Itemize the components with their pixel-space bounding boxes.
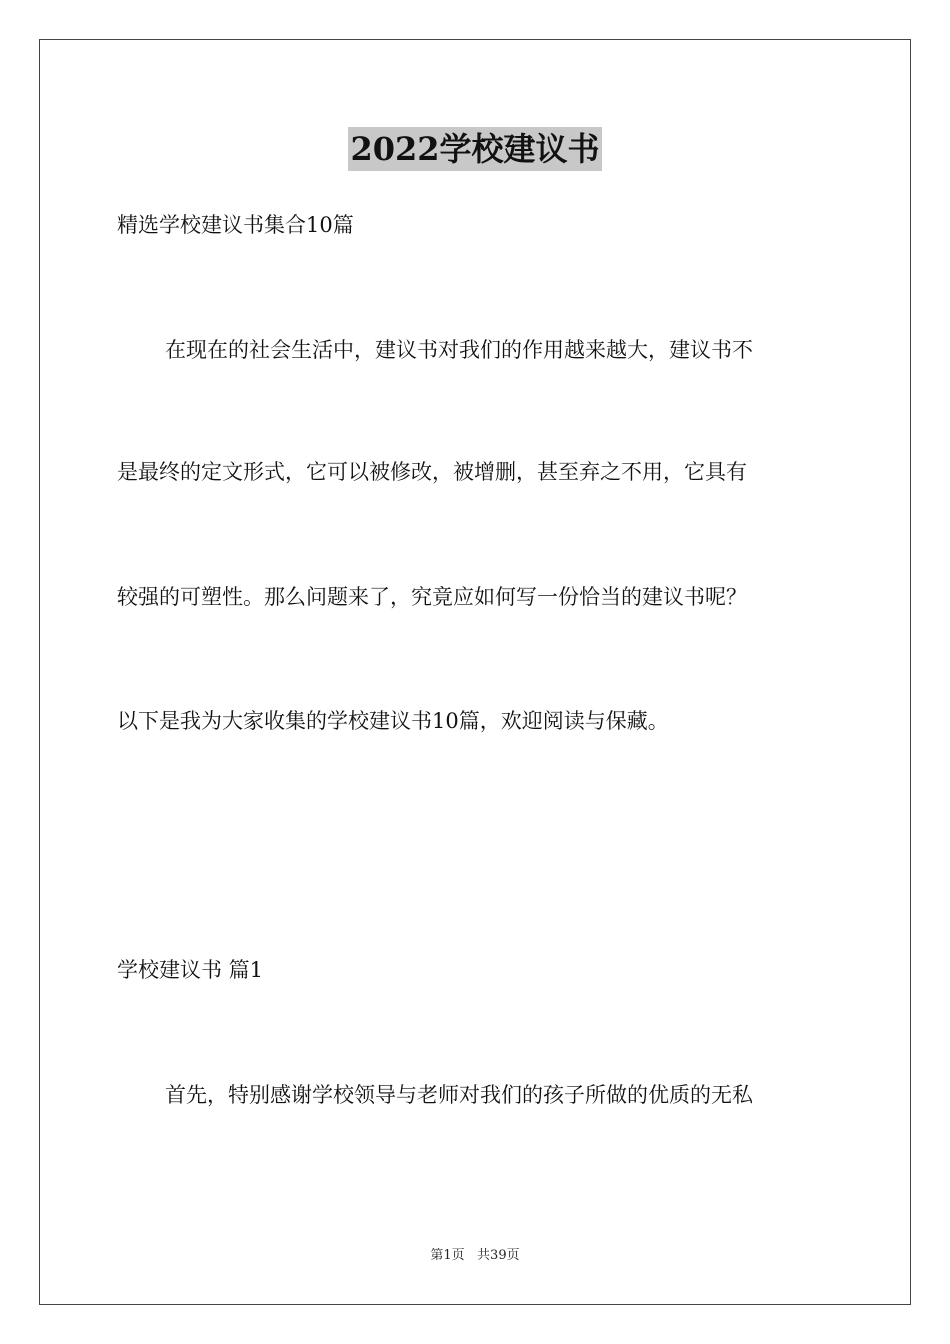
intro-line-4: 以下是我为大家收集的学校建议书10篇，欢迎阅读与保藏。 xyxy=(117,709,669,733)
intro-line-3: 较强的可塑性。那么问题来了，究竟应如何写一份恰当的建议书呢？ xyxy=(117,585,747,609)
title-container xyxy=(0,127,950,171)
intro-line-2: 是最终的定文形式，它可以被修改，被增删，甚至弃之不用，它具有 xyxy=(117,460,747,484)
section-heading: 学校建议书 篇1 xyxy=(117,958,264,982)
intro-line-1: 在现在的社会生活中，建议书对我们的作用越来越大，建议书不 xyxy=(165,338,753,362)
body-first-line: 首先，特别感谢学校领导与老师对我们的孩子所做的优质的无私 xyxy=(165,1083,753,1107)
document-subtitle: 精选学校建议书集合10篇 xyxy=(117,213,354,237)
page-footer xyxy=(0,1247,950,1265)
document-title: 2022学校建议书 xyxy=(348,127,601,171)
page-number-label: 第1页 共39页 xyxy=(430,1248,520,1263)
